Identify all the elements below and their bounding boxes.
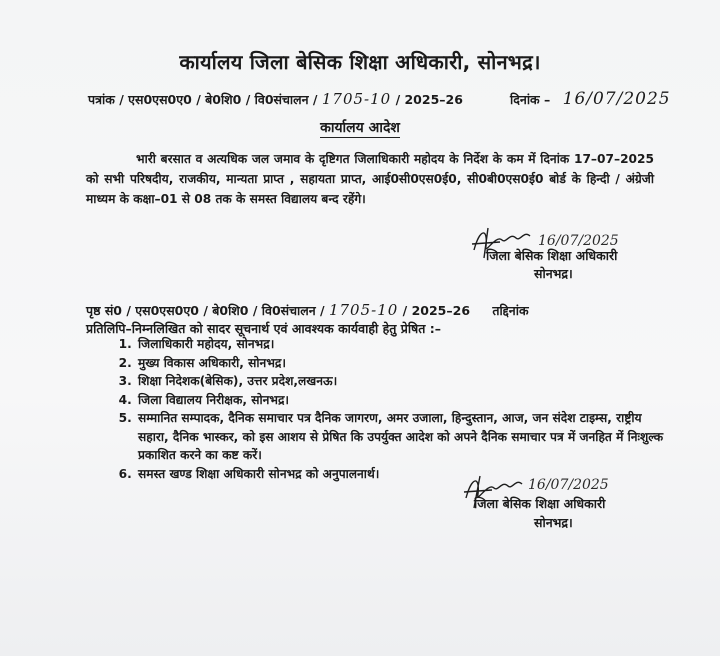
letter-date — [510, 89, 671, 109]
office-title: कार्यालय जिला बेसिक शिक्षा अधिकारी, सोनभद्र। — [179, 50, 541, 74]
signature-date-2: 16/07/2025 — [528, 477, 609, 493]
list-item: 2. मुख्य विकास अधिकारी, सोनभद्र। — [136, 354, 674, 373]
signature-date-1: 16/07/2025 — [538, 233, 619, 249]
copy-heading: प्रतिलिपि–निम्नलिखित को सादर सूचनार्थ एवं आवश्यक कार्यवाही हेतु प्रेषित :– — [86, 321, 442, 336]
signatory-title-1: जिला बेसिक शिक्षा अधिकारी — [486, 248, 618, 263]
copy-ref-date: तद्दिनांक — [492, 303, 529, 318]
copy-reference — [86, 301, 529, 319]
list-item: 3. शिक्षा निदेशक(बेसिक), उत्तर प्रदेश,लखनऊ। — [136, 372, 674, 391]
letter-reference — [88, 90, 463, 108]
letter-ref-year: / 2025–26 — [395, 92, 463, 107]
copy-ref-printed: पृष्ठ सं0 / एस0एस0ए0 / बे0शि0 / वि0संचालन / — [86, 303, 325, 318]
signatory-place-1: सोनभद्र। — [534, 266, 573, 281]
order-body: भारी बरसात व अत्यधिक जल जमाव के दृष्टिगत जिलाधिकारी महोदय के निर्देश के कम में दिनांक 17–07–2025 को सभी परिषदीय, राजकीय, मान्यता प्राप्त , सहायता प्राप्त, आई0सी0एस0ई0, सी0बी0एस0ई0 बोर्ड के हिन्दी / अंग्रेजी माध्यम के कक्षा–01 से 08 तक के समस्त विद्यालय बन्द रहेंगे। — [86, 152, 654, 206]
letter-ref-printed: पत्रांक / एस0एस0ए0 / बे0शि0 / वि0संचालन / — [88, 92, 318, 107]
signatory-title-2: जिला बेसिक शिक्षा अधिकारी — [474, 496, 606, 511]
date-label: दिनांक – — [510, 92, 551, 107]
copy-ref-handwritten: 1705-10 — [328, 301, 399, 319]
list-item: 1. जिलाधिकारी महोदय, सोनभद्र। — [136, 335, 674, 354]
letter-ref-handwritten: 1705-10 — [321, 90, 392, 108]
recipient-list — [110, 335, 674, 483]
copy-ref-year: / 2025–26 — [402, 303, 471, 318]
date-handwritten: 16/07/2025 — [562, 89, 671, 109]
order-heading — [0, 118, 720, 137]
signatory-place-2: सोनभद्र। — [534, 515, 573, 530]
order-heading-text: कार्यालय आदेश — [320, 120, 400, 136]
list-item: 5. सम्मानित सम्पादक, दैनिक समाचार पत्र दैनिक जागरण, अमर उजाला, हिन्दुस्तान, आज, जन संदेश टाइम्स, राष्ट्रीय सहारा, दैनिक भास्कर, को इस आशय से प्रेषित कि उपर्युक्त आदेश को अपने दैनिक समाचार पत्र में जनहित में निःशुल्क प्रकाशित करने का कष्ट करें। — [136, 409, 674, 465]
list-item: 4. जिला विद्यालय निरीक्षक, सोनभद्र। — [136, 391, 674, 410]
list-item: 6. समस्त खण्ड शिक्षा अधिकारी सोनभद्र को अनुपालनार्थ। — [136, 465, 674, 484]
